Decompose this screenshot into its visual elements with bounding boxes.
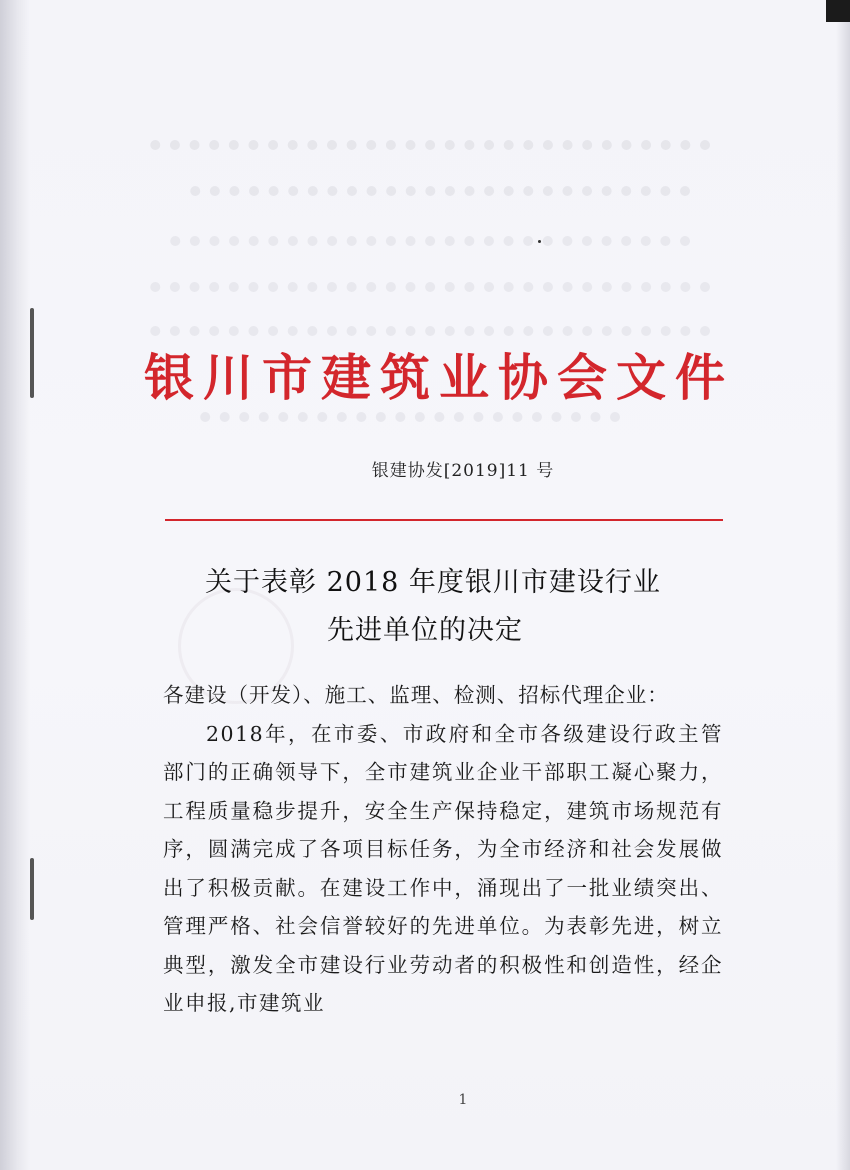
org-header-title: 银川市建筑业协会文件 (144, 348, 734, 407)
body-paragraph: 2018年，在市委、市政府和全市各级建设行政主管部门的正确领导下，全市建筑业企业干部职工凝心聚力，工程质量稳步提升，安全生产保持稳定，建筑市场规范有序，圆满完成了各项目标任务，为全市经济和社会发展做出了积极贡献。在建设工作中，涌现出了一批业绩突出、管理严格、社会信誉较好的先进单位。为表彰先进，树立典型，激发全市建设行业劳动者的积极性和创造性，经企业申报,市建筑业 (163, 721, 723, 1015)
document-body (163, 676, 723, 1023)
document-number: 银建协发[2019]11 号 (371, 461, 555, 481)
bleed-through-line (170, 236, 690, 264)
red-separator-line (165, 519, 723, 521)
salutation: 各建设（开发）、施工、监理、检测、招标代理企业： (163, 683, 669, 707)
bleed-through-line (190, 186, 690, 214)
document-title-line-2: 先进单位的决定 (327, 615, 523, 646)
bleed-through-line (150, 140, 710, 168)
page-number: 1 (458, 1092, 468, 1108)
bleed-through-line (200, 412, 620, 440)
binder-mark-bottom (30, 858, 34, 920)
bleed-through-line (150, 282, 710, 310)
document-title-line-1: 关于表彰 2018 年度银川市建设行业 (205, 567, 661, 598)
scan-corner-mark (826, 0, 850, 22)
